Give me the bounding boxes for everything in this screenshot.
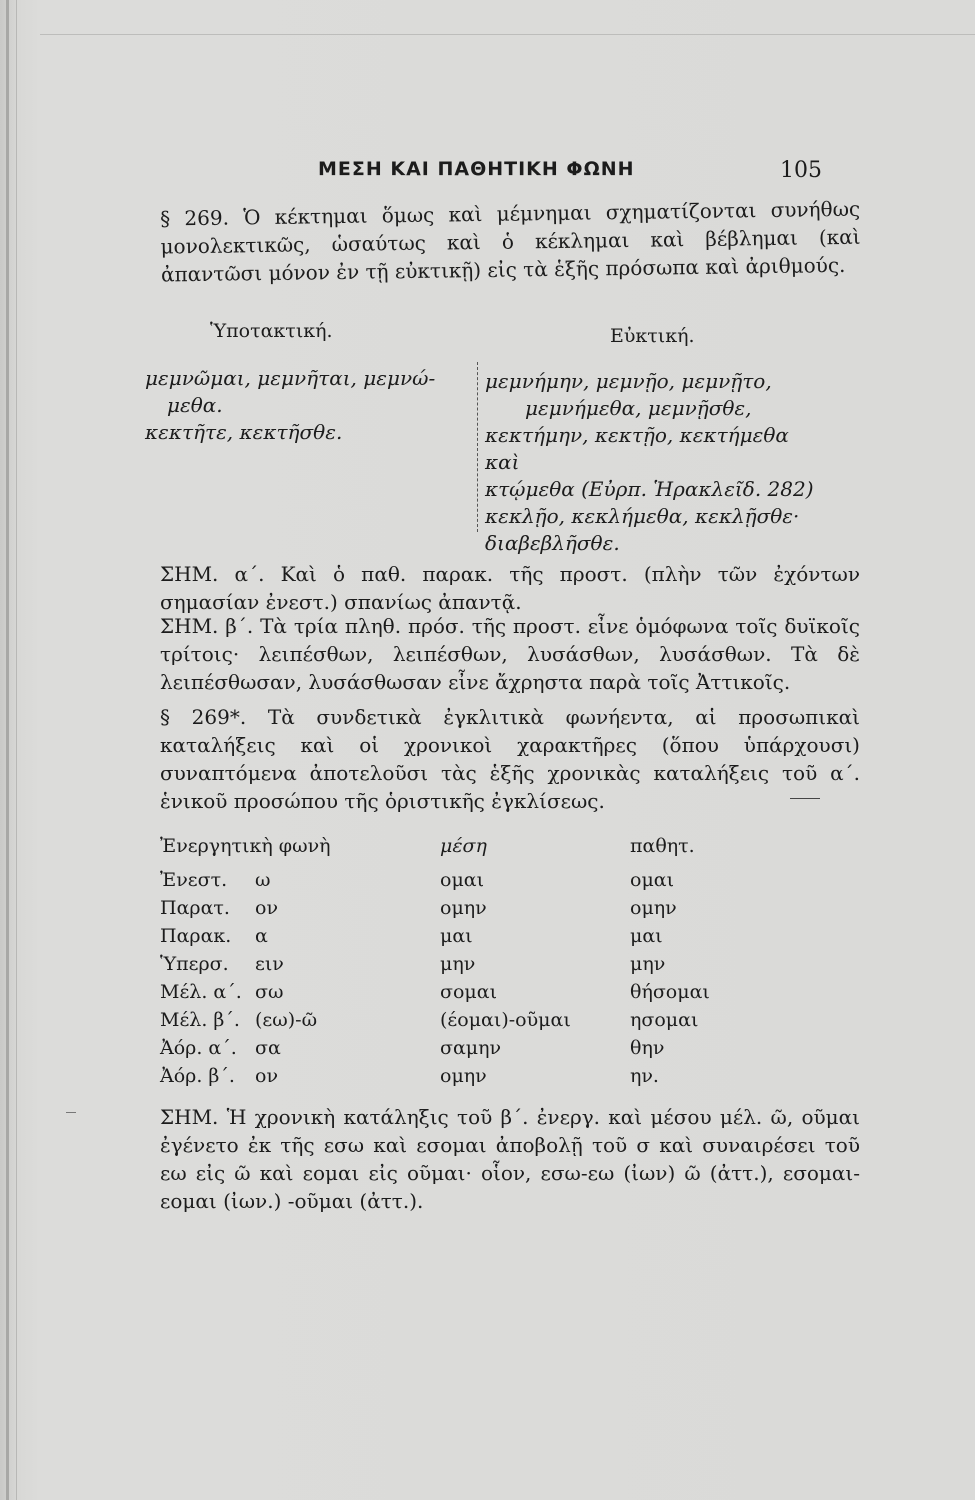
section-269b-paragraph: § 269*. Τὰ συνδετικὰ ἐγκλιτικὰ φωνήεντα, αἱ προσωπικαὶ καταλήξεις καὶ οἱ χρονικοὶ χαρακτῆρες (ὅπου ὑπάρχουσι) συναπτόμενα ἀποτελοῦσι τὰς ἑξῆς χρονικὰς καταλήξεις τοῦ α΄. ἑνικοῦ προσώπου τῆς ὁριστικῆς ἐγκλίσεως. <box>160 705 860 813</box>
table-row <box>160 1065 780 1093</box>
optative-line: κεκλῇο, κεκλήμεθα, κεκλῇσθε· <box>485 504 800 528</box>
tense-cell: Ἐνεστ. <box>160 869 228 891</box>
passive-ending: μαι <box>630 925 663 947</box>
middle-ending: (έομαι)-οῦμαι <box>440 1009 571 1031</box>
passive-ending: θήσομαι <box>630 981 710 1003</box>
scan-edge-line <box>40 34 975 35</box>
middle-ending: ομαι <box>440 869 485 891</box>
middle-ending: σαμην <box>440 1037 502 1059</box>
subjunctive-forms <box>145 365 470 446</box>
middle-ending: ομην <box>440 1065 487 1087</box>
running-head: ΜΕΣΗ ΚΑΙ ΠΑΘΗΤΙΚΗ ΦΩΝΗ <box>318 158 635 180</box>
margin-tick <box>66 1112 76 1113</box>
subjunctive-heading: Ὑποτακτική. <box>210 320 333 342</box>
optative-line: κεκτήμην, κεκτῇο, κεκτήμεθα καὶ <box>485 423 789 474</box>
active-ending: (εω)-ῶ <box>255 1009 318 1031</box>
binding-shadow <box>6 0 9 1500</box>
passive-voice-header: παθητ. <box>630 835 695 857</box>
active-ending: σω <box>255 981 284 1003</box>
section-269-paragraph: § 269. Ὁ κέκτημαι ὅμως καὶ μέμνημαι σχηματίζονται συνήθως μονολεκτικῶς, ὡσαύτως καὶ ὁ κέκλημαι καὶ βέβλημαι (καὶ ἀπαντῶσι μόνον ἐν τῇ εὐκτικῇ) εἰς τὰ ἑξῆς πρόσωπα καὶ ἀριθμούς. <box>160 196 861 287</box>
table-row <box>160 981 780 1009</box>
optative-line: διαβεβλῆσθε. <box>485 531 620 555</box>
middle-ending: ομην <box>440 897 487 919</box>
active-ending: ον <box>255 1065 278 1087</box>
middle-ending: σομαι <box>440 981 498 1003</box>
subjunctive-line: μεμνῶμαι, μεμνῆται, μεμνώ- <box>145 366 436 390</box>
optative-line: κτῴμεθα (Εὐρπ. Ἡρακλεῖδ. 282) <box>485 477 814 501</box>
passive-ending: θην <box>630 1037 665 1059</box>
endings-table <box>160 835 780 1093</box>
table-row <box>160 925 780 953</box>
optative-line: μεμνήμεθα, μεμνῇσθε, <box>525 396 752 420</box>
subjunctive-line: κεκτῆτε, κεκτῆσθε. <box>145 420 343 444</box>
tense-cell: Μέλ. α΄. <box>160 981 242 1003</box>
subjunctive-line: μεθα. <box>167 393 223 417</box>
active-ending: α <box>255 925 268 947</box>
active-voice-header: Ἐνεργητικὴ φωνὴ <box>160 835 331 857</box>
passive-ending: ομην <box>630 897 677 919</box>
table-row <box>160 953 780 981</box>
middle-ending: μην <box>440 953 476 975</box>
binding-line <box>16 0 17 1500</box>
passive-ending: ην. <box>630 1065 659 1087</box>
endings-table-header <box>160 835 780 869</box>
table-row <box>160 1037 780 1065</box>
tense-cell: Ἀόρ. β΄. <box>160 1065 235 1087</box>
optative-heading: Εὐκτική. <box>610 325 695 347</box>
active-ending: ω <box>255 869 271 891</box>
active-ending: σα <box>255 1037 281 1059</box>
middle-ending: μαι <box>440 925 473 947</box>
note-alpha: ΣΗΜ. α΄. Καὶ ὁ παθ. παρακ. τῆς προστ. (πλὴν τῶν ἐχόντων σημασίαν ἐνεστ.) σπανίως ἀπαντᾷ. <box>160 562 860 614</box>
page-number: 105 <box>780 158 822 183</box>
column-divider <box>477 362 478 532</box>
active-ending: ειν <box>255 953 284 975</box>
tense-cell: Παρακ. <box>160 925 232 947</box>
passive-ending: ησομαι <box>630 1009 699 1031</box>
note-beta: ΣΗΜ. β΄. Τὰ τρία πληθ. πρόσ. τῆς προστ. εἶνε ὁμόφωνα τοῖς δυϊκοῖς τρίτοις· λειπέσθων, λειπέσθων, λυσάσθων, λυσάσθων. Τὰ δὲ λειπέσθωσαν, λυσάσθωσαν εἶνε ἄχρηστα παρὰ τοῖς Ἀττικοῖς. <box>160 614 860 694</box>
dash-rule <box>790 798 820 799</box>
final-note: ΣΗΜ. Ἡ χρονικὴ κατάληξις τοῦ β΄. ἐνεργ. καὶ μέσου μέλ. ῶ, οῦμαι ἐγένετο ἐκ τῆς εσω καὶ εσομαι ἀποβολῇ τοῦ σ καὶ συναιρέσει τοῦ εω εἰς ῶ καὶ εομαι εἰς οῦμαι· οἷον, εσω-εω (ἰων) ῶ (ἀττ.), εσομαι-εομαι (ἰων.) -οῦμαι (ἀττ.). <box>160 1105 860 1213</box>
tense-cell: Μέλ. β΄. <box>160 1009 240 1031</box>
tense-cell: Ἀόρ. α΄. <box>160 1037 237 1059</box>
table-row <box>160 1009 780 1037</box>
passive-ending: ομαι <box>630 869 675 891</box>
optative-line: μεμνήμην, μεμνῇο, μεμνῇτο, <box>485 369 772 393</box>
active-ending: ον <box>255 897 278 919</box>
optative-forms <box>485 368 825 557</box>
middle-voice-header: μέση <box>440 835 487 857</box>
tense-cell: Ὑπερσ. <box>160 953 229 975</box>
page-header <box>0 150 975 190</box>
passive-ending: μην <box>630 953 666 975</box>
table-row <box>160 869 780 897</box>
tense-cell: Παρατ. <box>160 897 230 919</box>
table-row <box>160 897 780 925</box>
